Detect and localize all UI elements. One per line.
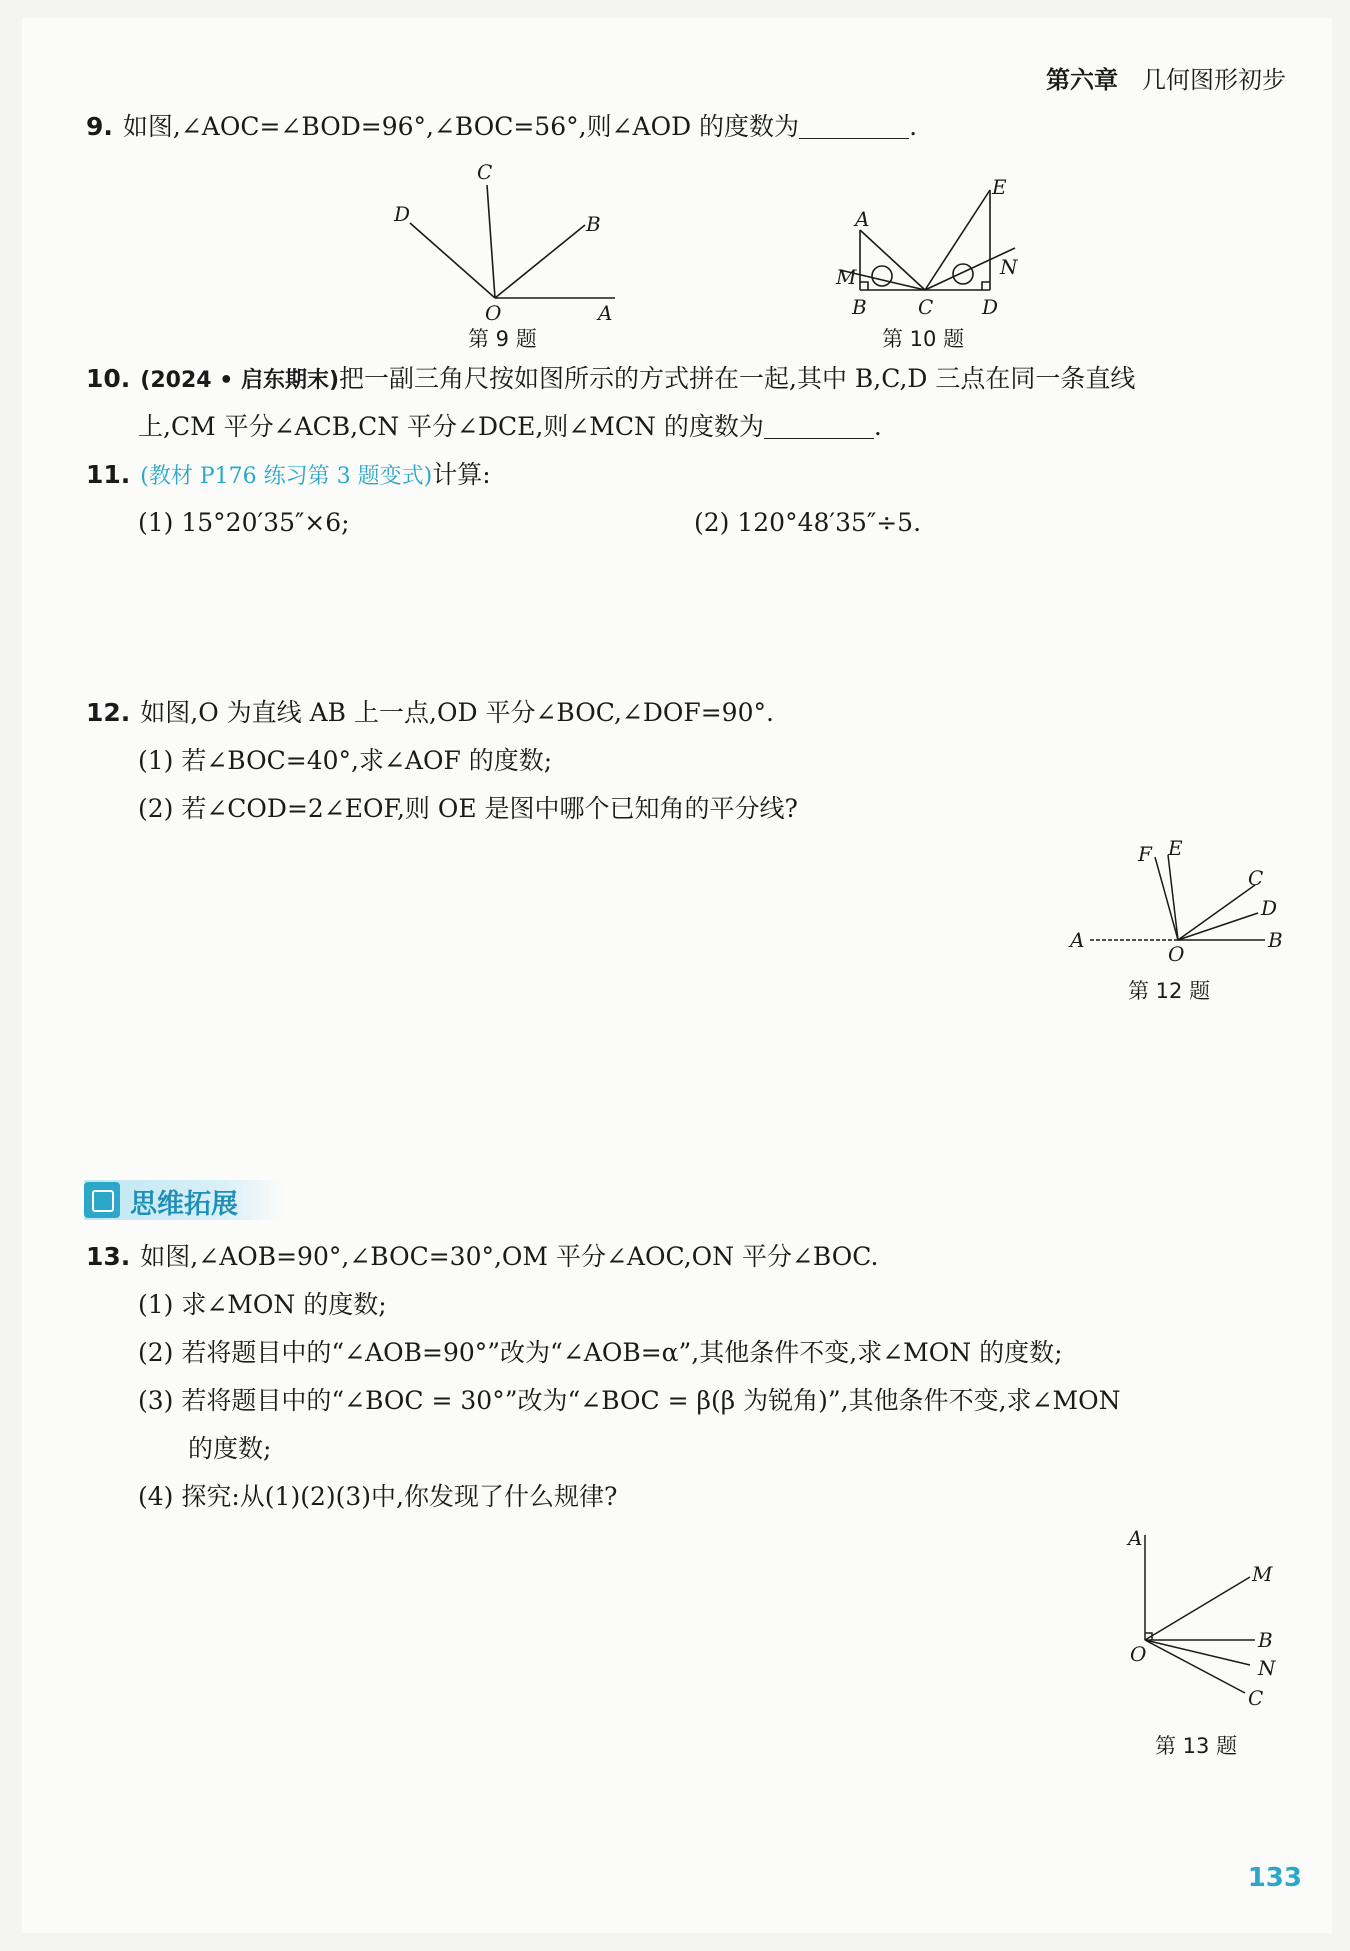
label-F: F xyxy=(1138,842,1152,866)
label-N: N xyxy=(1000,255,1018,279)
question-number: 12. xyxy=(86,698,131,727)
label-E: E xyxy=(1168,836,1183,860)
question-13-part3: (3) 若将题目中的“∠BOC = 30°”改为“∠BOC = β(β 为锐角)”,其他条件不变,求∠MON xyxy=(138,1386,1121,1415)
question-text-line1: 把一副三角尺按如图所示的方式拼在一起,其中 B,C,D 三点在同一条直线 xyxy=(339,364,1136,393)
label-C: C xyxy=(1248,866,1264,890)
label-C: C xyxy=(1248,1686,1264,1710)
label-O: O xyxy=(1168,942,1185,965)
question-12 xyxy=(86,696,774,730)
label-M: M xyxy=(1252,1562,1273,1586)
running-header xyxy=(1046,60,1286,95)
section-header xyxy=(84,1180,284,1220)
section-title: 思维拓展 xyxy=(130,1189,238,1220)
question-13-part4: (4) 探究:从(1)(2)(3)中,你发现了什么规律? xyxy=(138,1482,618,1511)
question-number: 13. xyxy=(86,1242,131,1271)
figure-13 xyxy=(1110,1525,1290,1725)
question-number: 10. xyxy=(86,364,131,393)
label-M: M xyxy=(836,265,857,289)
question-9 xyxy=(86,110,917,144)
punctuation: . xyxy=(909,112,918,141)
figure-9-caption: 第 9 题 xyxy=(468,327,537,351)
label-A: A xyxy=(855,207,870,231)
label-C: C xyxy=(918,295,934,319)
label-O: O xyxy=(485,301,502,325)
label-A: A xyxy=(598,301,613,325)
label-N: N xyxy=(1258,1656,1276,1680)
label-O: O xyxy=(1130,1642,1147,1666)
figure-9 xyxy=(380,155,640,330)
answer-blank[interactable] xyxy=(799,112,909,139)
figure-13-caption: 第 13 题 xyxy=(1155,1734,1238,1758)
label-C: C xyxy=(477,160,493,184)
label-D: D xyxy=(1261,896,1278,920)
question-text: 如图,∠AOB=90°,∠BOC=30°,OM 平分∠AOC,ON 平分∠BOC. xyxy=(140,1242,879,1271)
figure-10-caption: 第 10 题 xyxy=(882,327,965,351)
figure-10 xyxy=(830,170,1030,330)
question-11-part1: (1) 15°20′35″×6; xyxy=(138,508,350,537)
label-B: B xyxy=(852,295,867,319)
answer-blank[interactable] xyxy=(764,412,874,439)
question-13-part1: (1) 求∠MON 的度数; xyxy=(138,1290,387,1319)
question-number: 9. xyxy=(86,112,113,141)
label-E: E xyxy=(992,175,1007,199)
chapter-label: 第六章 xyxy=(1046,66,1118,94)
question-11-part2: (2) 120°48′35″÷5. xyxy=(694,508,922,537)
label-A: A xyxy=(1128,1526,1143,1550)
question-text-line2: 上,CM 平分∠ACB,CN 平分∠DCE,则∠MCN 的度数为 xyxy=(138,412,764,441)
question-13-part3-cont: 的度数; xyxy=(188,1434,272,1463)
label-D: D xyxy=(394,202,411,226)
question-source: (教材 P176 练习第 3 题变式) xyxy=(140,464,433,489)
question-text: 计算: xyxy=(432,460,491,489)
page-number: 133 xyxy=(1247,1863,1302,1893)
label-D: D xyxy=(982,295,999,319)
question-number: 11. xyxy=(86,460,131,489)
question-13 xyxy=(86,1240,878,1274)
question-10 xyxy=(86,362,1135,398)
question-12-part2: (2) 若∠COD=2∠EOF,则 OE 是图中哪个已知角的平分线? xyxy=(138,794,798,823)
punctuation: . xyxy=(873,412,882,441)
question-11 xyxy=(86,458,491,494)
label-A: A xyxy=(1070,928,1085,952)
question-source: (2024 • 启东期末) xyxy=(140,368,340,393)
figure-12-caption: 第 12 题 xyxy=(1128,979,1211,1003)
label-B: B xyxy=(1258,1628,1273,1652)
figure-12 xyxy=(1060,835,1290,965)
question-12-part1: (1) 若∠BOC=40°,求∠AOF 的度数; xyxy=(138,746,553,775)
chapter-title: 几何图形初步 xyxy=(1142,66,1286,94)
question-text: 如图,O 为直线 AB 上一点,OD 平分∠BOC,∠DOF=90°. xyxy=(140,698,774,727)
pencil-icon xyxy=(84,1182,120,1218)
question-text: 如图,∠AOC=∠BOD=96°,∠BOC=56°,则∠AOD 的度数为 xyxy=(122,112,800,141)
question-13-part2: (2) 若将题目中的“∠AOB=90°”改为“∠AOB=α”,其他条件不变,求∠MON 的度数; xyxy=(138,1338,1063,1367)
label-B: B xyxy=(1268,928,1283,952)
label-B: B xyxy=(586,212,601,236)
question-10-line2 xyxy=(138,410,882,444)
